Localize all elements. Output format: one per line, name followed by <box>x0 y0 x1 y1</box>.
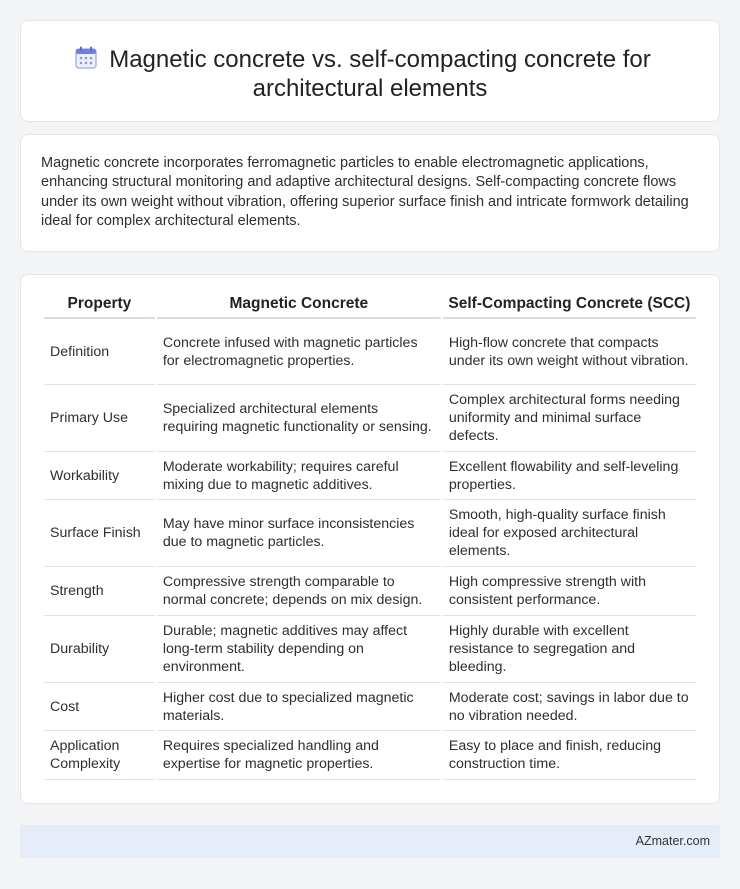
scc-cell: Easy to place and finish, reducing construction time. <box>443 731 696 780</box>
scc-cell: Highly durable with excellent resistance to segregation and bleeding. <box>443 616 696 683</box>
title-card <box>20 20 720 122</box>
table-row <box>44 385 696 452</box>
scc-cell: High-flow concrete that compacts under its own weight without vibration. <box>443 319 696 385</box>
property-cell: Strength <box>44 567 155 616</box>
table-row <box>44 683 696 731</box>
magnetic-cell: Concrete infused with magnetic particles for electromagnetic properties. <box>157 319 441 385</box>
magnetic-cell: Higher cost due to specialized magnetic materials. <box>157 683 441 731</box>
intro-paragraph: Magnetic concrete incorporates ferromagnetic particles to enable electromagnetic applications, enhancing structural monitoring and adaptive architectural designs. Self-compacting concrete flows under its own weight without vibration, offering superior surface finish and intricate formwork detailing ideal for complex architectural elements. <box>41 155 689 230</box>
comparison-table <box>42 293 698 780</box>
table-row <box>44 731 696 780</box>
table-row <box>44 452 696 500</box>
scc-cell: Complex architectural forms needing uniformity and minimal surface defects. <box>443 385 696 452</box>
property-cell: Application Complexity <box>44 731 155 780</box>
scc-cell: Moderate cost; savings in labor due to no vibration needed. <box>443 683 696 731</box>
magnetic-cell: Requires specialized handling and expertise for magnetic properties. <box>157 731 441 780</box>
comparison-card <box>20 274 720 804</box>
property-cell: Definition <box>44 319 155 385</box>
header-property: Property <box>44 293 155 319</box>
magnetic-cell: Specialized architectural elements requiring magnetic functionality or sensing. <box>157 385 441 452</box>
footer-brand: AZmater.com <box>635 834 710 848</box>
magnetic-cell: May have minor surface inconsistencies due to magnetic particles. <box>157 500 441 567</box>
magnetic-cell: Moderate workability; requires careful mixing due to magnetic additives. <box>157 452 441 500</box>
scc-cell: Excellent flowability and self-leveling properties. <box>443 452 696 500</box>
scc-cell: High compressive strength with consistent performance. <box>443 567 696 616</box>
property-cell: Primary Use <box>44 385 155 452</box>
intro-card <box>20 134 720 252</box>
table-row <box>44 567 696 616</box>
title-line-2: architectural elements <box>252 75 488 102</box>
property-cell: Cost <box>44 683 155 731</box>
property-cell: Surface Finish <box>44 500 155 567</box>
page-title <box>21 45 719 103</box>
property-cell: Workability <box>44 452 155 500</box>
property-cell: Durability <box>44 616 155 683</box>
title-line-1: Magnetic concrete vs. self-compacting concrete for <box>109 46 651 73</box>
table-row <box>44 616 696 683</box>
footer-bar <box>20 825 720 858</box>
table-header-row <box>44 293 696 319</box>
magnetic-cell: Compressive strength comparable to normal concrete; depends on mix design. <box>157 567 441 616</box>
header-scc: Self-Compacting Concrete (SCC) <box>443 293 696 319</box>
table-row <box>44 319 696 385</box>
header-magnetic: Magnetic Concrete <box>157 293 441 319</box>
scc-cell: Smooth, high-quality surface finish ideal for exposed architectural elements. <box>443 500 696 567</box>
magnetic-cell: Durable; magnetic additives may affect long-term stability depending on environment. <box>157 616 441 683</box>
table-row <box>44 500 696 567</box>
